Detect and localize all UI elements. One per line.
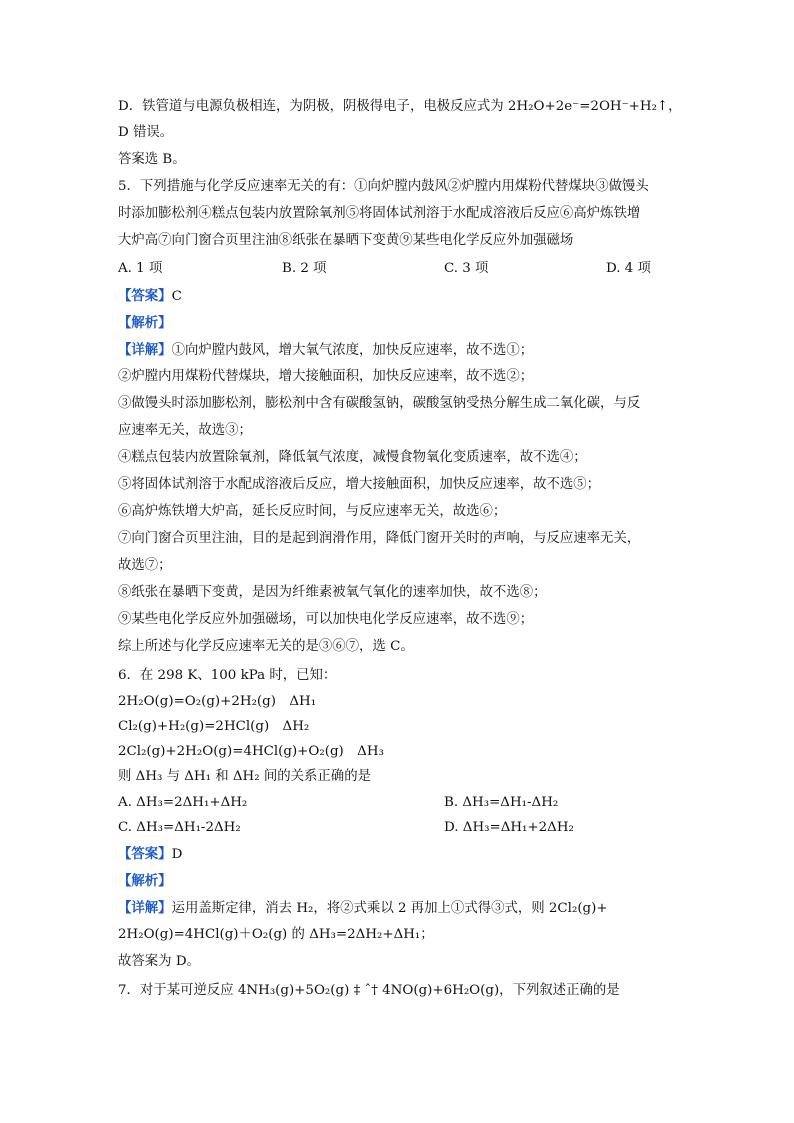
detail-tag: 【详解】: [118, 900, 172, 916]
equation-3: 2Cl₂(g)+2H₂O(g)=4HCl(g)+O₂(g) ΔH₃: [118, 744, 384, 759]
text-line: ⑨某些电化学反应外加强磁场，可以加快电化学反应速率，故不选⑨；: [118, 612, 534, 627]
q5-option-a: A. 1 项: [118, 261, 163, 276]
q5-answer: [118, 287, 182, 306]
q5-option-b: B. 2 项: [282, 261, 327, 276]
text-line: D．铁管道与电源负极相连，为阴极，阴极得电子，电极反应式为 2H₂O+2e⁻=2OH⁻+H₂↑，: [118, 99, 682, 114]
text-line: 2H₂O(g)=4HCl(g)＋O₂(g) 的 ΔH₃=2ΔH₂+ΔH₁；: [118, 927, 434, 942]
text-line: 故选⑦；: [118, 558, 172, 573]
text-line: ⑧纸张在暴晒下变黄，是因为纤维素被氧气氧化的速率加快，故不选⑧；: [118, 585, 547, 600]
text-line: 综上所述与化学反应速率无关的是③⑥⑦，选 C。: [118, 639, 414, 654]
question-6-prompt: 则 ΔH₃ 与 ΔH₁ 和 ΔH₂ 间的关系正确的是: [118, 769, 371, 784]
text-line: ⑤将固体试剂溶于水配成溶液后反应，增大接触面积，加快反应速率，故不选⑤；: [118, 477, 601, 492]
question-5-stem: 时添加膨松剂④糕点包装内放置除氧剂⑤将固体试剂溶于水配成溶液后反应⑥高炉炼铁增: [118, 206, 641, 221]
answer-value: D: [171, 847, 183, 862]
q6-option-c: C. ΔH₃=ΔH₁-2ΔH₂: [118, 820, 241, 835]
text-line: 故答案为 D。: [118, 954, 200, 969]
question-6-stem: 6．在 298 K、100 kPa 时，已知：: [118, 668, 337, 683]
detail-tag: 【详解】: [118, 342, 172, 358]
q6-option-d: D. ΔH₃=ΔH₁+2ΔH₂: [444, 820, 574, 835]
question-5-stem: 大炉高⑦向门窗合页里注油⑧纸张在暴晒下变黄⑨某些电化学反应外加强磁场: [118, 233, 574, 248]
q6-option-a: A. ΔH₃=2ΔH₁+ΔH₂: [118, 795, 248, 810]
q6-answer: [118, 845, 182, 864]
q5-explanation: 【详解】①向炉膛内鼓风，增大氧气浓度，加快反应速率，故不选①；: [118, 342, 534, 358]
text-line: 应速率无关，故选③；: [118, 423, 252, 438]
answer-tag: 【答案】: [118, 846, 172, 862]
text-line: ⑥高炉炼铁增大炉高，延长反应时间，与反应速率无关，故选⑥；: [118, 504, 507, 519]
q5-analysis-tag: 【解析】: [118, 315, 172, 331]
text-line: ④糕点包装内放置除氧剂，降低氧气浓度，减慢食物氧化变质速率，故不选④；: [118, 450, 587, 465]
text-line: D 错误。: [118, 125, 174, 140]
answer-tag: 【答案】: [118, 288, 172, 304]
q5-option-d: D. 4 项: [606, 261, 651, 276]
q6-option-b: B. ΔH₃=ΔH₁-ΔH₂: [444, 795, 559, 810]
equation-2: Cl₂(g)+H₂(g)=2HCl(g) ΔH₂: [118, 719, 310, 734]
question-7-stem: 7．对于某可逆反应 4NH₃(g)+5O₂(g) ‡ ˆ† 4NO(g)+6H₂O(g)，下列叙述正确的是: [118, 983, 620, 998]
question-5-stem: 5．下列措施与化学反应速率无关的有：①向炉膛内鼓风②炉膛内用煤粉代替煤块③做馒头: [118, 179, 649, 194]
q6-explanation: 【详解】运用盖斯定律，消去 H₂，将②式乘以 2 再加上①式得③式，则 2Cl₂(g)+: [118, 900, 608, 916]
text-line: ⑦向门窗合页里注油，目的是起到润滑作用，降低门窗开关时的声响，与反应速率无关，: [118, 531, 641, 546]
equation-1: 2H₂O(g)=O₂(g)+2H₂(g) ΔH₁: [118, 694, 317, 709]
q5-option-c: C. 3 项: [444, 261, 489, 276]
text-line: 答案选 B。: [118, 152, 186, 167]
text-line: ③做馒头时添加膨松剂，膨松剂中含有碳酸氢钠，碳酸氢钠受热分解生成二氧化碳，与反: [118, 396, 641, 411]
text-line: ②炉膛内用煤粉代替煤块，增大接触面积，加快反应速率，故不选②；: [118, 369, 534, 384]
q6-analysis-tag: 【解析】: [118, 873, 172, 889]
answer-value: C: [171, 289, 182, 304]
